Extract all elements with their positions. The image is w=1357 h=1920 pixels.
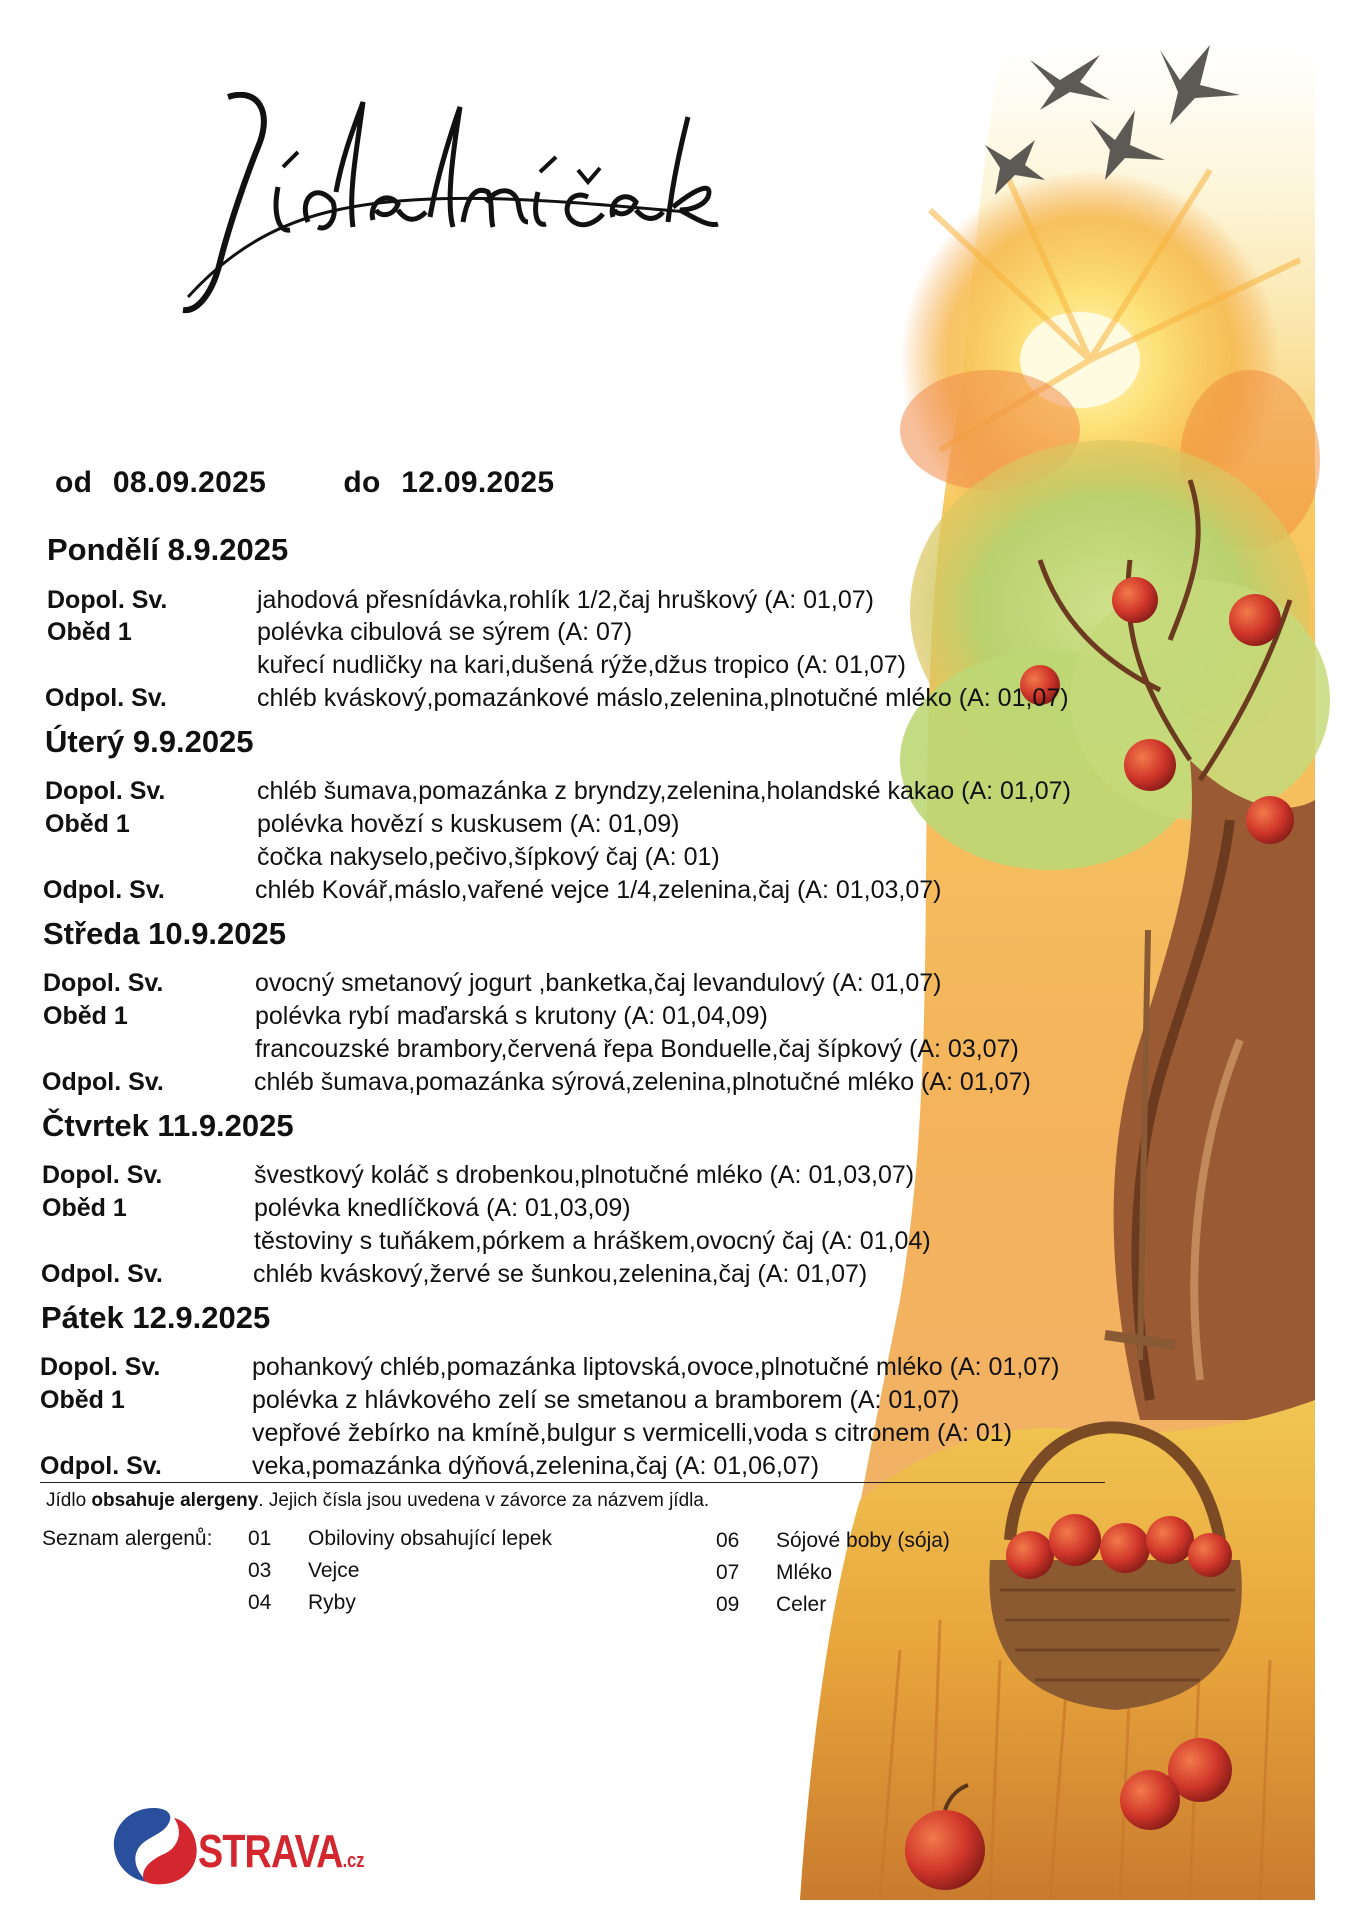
meal-label: Odpol. Sv. xyxy=(43,876,165,904)
meal-text: polévka z hlávkového zelí se smetanou a bramborem (A: 01,07) xyxy=(252,1386,960,1414)
meal-label: Odpol. Sv. xyxy=(41,1260,163,1288)
meal-label: Oběd 1 xyxy=(42,1194,127,1222)
allergen-code: 03 xyxy=(248,1559,272,1582)
meal-text: polévka cibulová se sýrem (A: 07) xyxy=(257,618,633,646)
allergen-name: Obiloviny obsahující lepek xyxy=(308,1527,552,1550)
meal-text: švestkový koláč s drobenkou,plnotučné mléko (A: 01,03,07) xyxy=(254,1161,915,1189)
allergen-name: Vejce xyxy=(308,1559,360,1582)
page-title-lettering xyxy=(168,92,728,322)
day-heading: Čtvrtek 11.9.2025 xyxy=(42,1108,294,1143)
meal-label: Dopol. Sv. xyxy=(45,777,166,805)
logo-wordmark xyxy=(198,1824,364,1878)
day-heading: Středa 10.9.2025 xyxy=(43,916,287,951)
period-to-label: do xyxy=(343,466,381,499)
meal-text: ovocný smetanový jogurt ,banketka,čaj levandulový (A: 01,07) xyxy=(255,969,942,997)
logo-word: STRAVA xyxy=(198,1825,343,1877)
meal-text: polévka hovězí s kuskusem (A: 01,09) xyxy=(257,810,680,838)
allergen-list-label: Seznam alergenů: xyxy=(42,1527,213,1550)
period-from-date: 08.09.2025 xyxy=(112,466,267,499)
allergen-code: 04 xyxy=(248,1591,272,1614)
meal-text: pohankový chléb,pomazánka liptovská,ovoce,plnotučné mléko (A: 01,07) xyxy=(252,1353,1060,1381)
allergen-code: 09 xyxy=(716,1593,740,1616)
period-to-date: 12.09.2025 xyxy=(401,466,555,499)
allergen-code: 07 xyxy=(716,1561,740,1584)
meal-label: Odpol. Sv. xyxy=(40,1452,162,1480)
allergen-note-bold: obsahuje alergeny xyxy=(91,1490,259,1511)
allergen-code: 06 xyxy=(716,1529,740,1552)
allergen-name: Celer xyxy=(776,1593,827,1616)
meal-label: Odpol. Sv. xyxy=(45,684,167,712)
meal-label: Dopol. Sv. xyxy=(42,1161,163,1189)
divider xyxy=(40,1482,1105,1483)
meal-text: kuřecí nudličky na kari,dušená rýže,džus tropico (A: 01,07) xyxy=(257,651,906,679)
meal-text: chléb kváskový,pomazánkové máslo,zelenina,plnotučné mléko (A: 01,07) xyxy=(257,684,1069,712)
allergen-note xyxy=(46,1490,709,1512)
allergen-name: Ryby xyxy=(308,1591,356,1614)
meal-text: chléb Kovář,máslo,vařené vejce 1/4,zelenina,čaj (A: 01,03,07) xyxy=(255,876,942,904)
meal-label: Dopol. Sv. xyxy=(43,969,164,997)
meal-text: jahodová přesnídávka,rohlík 1/2,čaj hruškový (A: 01,07) xyxy=(257,586,875,614)
meal-text: polévka rybí maďarská s krutony (A: 01,04,09) xyxy=(255,1002,768,1030)
meal-label: Oběd 1 xyxy=(43,1002,128,1030)
allergen-name: Mléko xyxy=(776,1561,833,1584)
meal-text: veka,pomazánka dýňová,zelenina,čaj (A: 01,06,07) xyxy=(252,1452,820,1480)
day-heading: Pondělí 8.9.2025 xyxy=(47,532,289,567)
allergen-code: 01 xyxy=(248,1527,272,1550)
meal-label: Dopol. Sv. xyxy=(47,586,168,614)
meal-text: chléb šumava,pomazánka sýrová,zelenina,plnotučné mléko (A: 01,07) xyxy=(254,1068,1031,1096)
allergen-note-pre: Jídlo xyxy=(46,1490,92,1511)
allergen-note-post: . Jejich čísla jsou uvedena v závorce za názvem jídla. xyxy=(258,1490,710,1511)
meal-text: polévka knedlíčková (A: 01,03,09) xyxy=(254,1194,631,1222)
meal-text: francouzské brambory,červená řepa Bonduelle,čaj šípkový (A: 03,07) xyxy=(255,1035,1019,1063)
period-from-label: od xyxy=(55,466,93,499)
meal-text: čočka nakyselo,pečivo,šípkový čaj (A: 01) xyxy=(257,843,720,871)
logo-suffix: .cz xyxy=(342,1850,365,1872)
meal-text: chléb šumava,pomazánka z bryndzy,zelenina,holandské kakao (A: 01,07) xyxy=(257,777,1071,805)
meal-label: Oběd 1 xyxy=(45,810,130,838)
menu-period xyxy=(55,466,554,500)
allergen-name: Sójové boby (sója) xyxy=(776,1529,950,1552)
day-heading: Pátek 12.9.2025 xyxy=(41,1300,271,1335)
meal-label: Oběd 1 xyxy=(47,618,132,646)
meal-label: Oběd 1 xyxy=(40,1386,125,1414)
meal-text: těstoviny s tuňákem,pórkem a hráškem,ovocný čaj (A: 01,04) xyxy=(254,1227,931,1255)
meal-label: Odpol. Sv. xyxy=(42,1068,164,1096)
meal-text: chléb kváskový,žervé se šunkou,zelenina,čaj (A: 01,07) xyxy=(253,1260,868,1288)
meal-text: vepřové žebírko na kmíně,bulgur s vermicelli,voda s citronem (A: 01) xyxy=(252,1419,1013,1447)
day-heading: Úterý 9.9.2025 xyxy=(45,724,254,759)
meal-label: Dopol. Sv. xyxy=(40,1353,161,1381)
